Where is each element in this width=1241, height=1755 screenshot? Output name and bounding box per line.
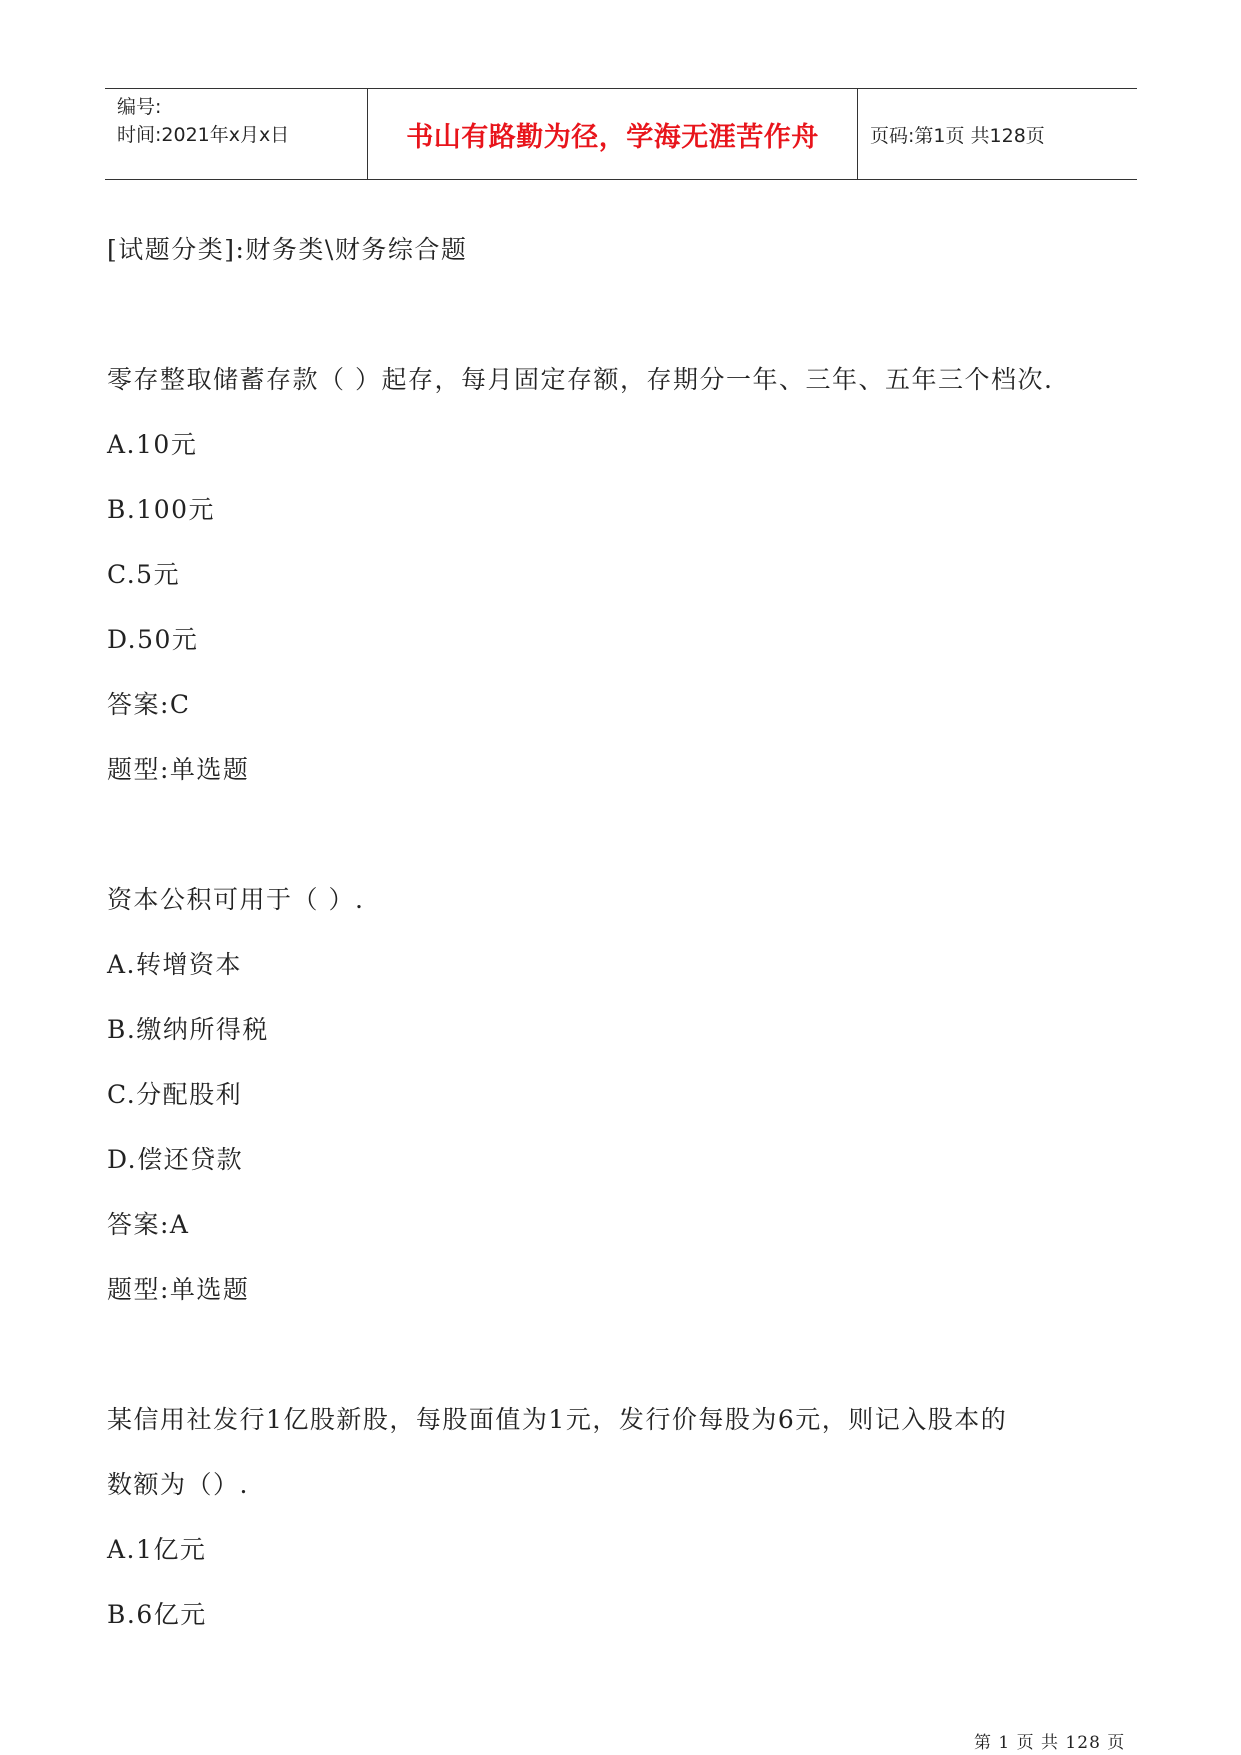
question-stem: 资本公积可用于（ ）. xyxy=(107,885,365,914)
option-a: A.10元 xyxy=(107,430,198,459)
answer-line: 答案:C xyxy=(107,690,191,719)
header-page-info: 页码:第1页 共128页 xyxy=(870,124,1045,147)
document-time-label: 时间:2021年x月x日 xyxy=(117,124,290,146)
option-d: D.50元 xyxy=(107,625,199,654)
option-c: C.5元 xyxy=(107,560,181,589)
option-c: C.分配股利 xyxy=(107,1080,243,1109)
question-stem: 某信用社发行1亿股新股，每股面值为1元，发行价每股为6元，则记入股本的 xyxy=(107,1405,1008,1434)
question-stem: 零存整取储蓄存款（ ）起存，每月固定存额，存期分一年、三年、五年三个档次. xyxy=(107,365,1054,394)
page-footer: 第 1 页 共 128 页 xyxy=(974,1733,1126,1753)
option-d: D.偿还贷款 xyxy=(107,1145,244,1174)
option-b: B.6亿元 xyxy=(107,1600,207,1629)
question-type-line: 题型:单选题 xyxy=(107,755,250,784)
question-type-line: 题型:单选题 xyxy=(107,1275,250,1304)
header-motto: 书山有路勤为径，学海无涯苦作舟 xyxy=(368,89,858,179)
option-b: B.缴纳所得税 xyxy=(107,1015,269,1044)
answer-line: 答案:A xyxy=(107,1210,190,1239)
question-category: [试题分类]:财务类\财务综合题 xyxy=(107,235,468,264)
document-number-label: 编号: xyxy=(117,96,162,118)
option-a: A.转增资本 xyxy=(107,950,243,979)
option-b: B.100元 xyxy=(107,495,216,524)
page-header xyxy=(105,88,1137,180)
question-stem-continued: 数额为（）. xyxy=(107,1470,249,1499)
header-meta xyxy=(105,89,368,179)
option-a: A.1亿元 xyxy=(107,1535,207,1564)
